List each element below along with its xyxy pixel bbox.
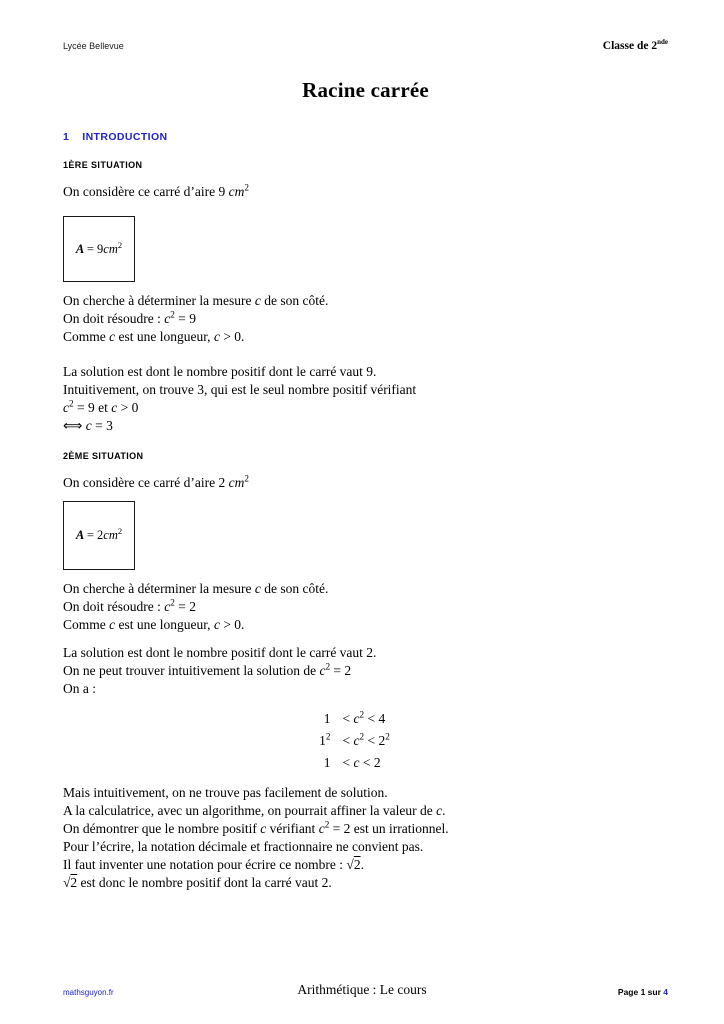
school-name: Lycée Bellevue — [63, 41, 124, 51]
text-line: On démontrer que le nombre positif c vérifiant $c^2 = 2$ est un irrationnel. — [63, 819, 449, 836]
inequality-left: 1 — [323, 711, 331, 726]
situation1-paragraph-1 — [63, 292, 668, 346]
class-superscript: nde — [657, 38, 668, 47]
document-title: Racine carrée — [302, 78, 429, 102]
text-line: √2 est donc le nombre positif dont la carré vaut 2. — [63, 875, 332, 890]
text-line: La solution est dont le nombre positif dont le carré vaut 2. — [63, 645, 377, 660]
area-square-2-label: $A = 2cm^2$ — [75, 525, 123, 542]
text-line: La solution est dont le nombre positif dont le carré vaut 9. — [63, 364, 377, 379]
footer-center-title: Arithmétique : Le cours — [297, 982, 427, 997]
area-square-1 — [63, 216, 135, 282]
page-header — [63, 40, 668, 52]
inequality-right: < c < 2 — [342, 755, 381, 770]
area-square-1-label: $A = 9cm^2$ — [75, 239, 123, 256]
situation2-paragraph-2 — [63, 644, 668, 698]
text-line: Comme c est une longueur, c > 0. — [63, 617, 245, 632]
text-line: ⟺ c = 3 — [63, 418, 113, 433]
text-line: On ne peut trouver intuitivement la solution de $c^2 = 2$ — [63, 661, 352, 678]
subsection-heading-situation2: 2ÈME SITUATION — [63, 451, 144, 461]
section-number: 1 — [63, 131, 70, 143]
situation2-paragraph-1 — [63, 580, 668, 634]
text-line: Mais intuitivement, on ne trouve pas facilement de solution. — [63, 785, 388, 800]
inequality-row — [305, 752, 427, 774]
section-title: INTRODUCTION — [82, 131, 168, 143]
class-label-base: Classe de 2 — [602, 40, 658, 52]
class-label — [603, 40, 668, 52]
text-line: Pour l’écrire, la notation décimale et fractionnaire ne convient pas. — [63, 839, 424, 854]
situation1-lead: On considère ce carré d’aire 9 $cm^2$ — [63, 182, 249, 199]
text-line: Intuitivement, on trouve 3, qui est le seul nombre positif vérifiant — [63, 382, 417, 397]
text-line: A la calculatrice, avec un algorithme, on pourrait affiner la valeur de c. — [63, 803, 446, 818]
inequality-row — [305, 708, 427, 730]
section-heading-introduction — [63, 131, 668, 143]
situation2-lead: On considère ce carré d’aire 2 $cm^2$ — [63, 473, 249, 490]
inequality-right: < $c^2 < 2^2$ — [342, 731, 390, 748]
text-line: On cherche à déterminer la mesure c de son côté. — [63, 581, 329, 596]
conclusion-paragraph — [63, 784, 668, 892]
text-line: On doit résoudre : $c^2 = 2$ — [63, 597, 196, 614]
subsection-heading-situation1: 1ÈRE SITUATION — [63, 160, 143, 170]
inequality-display — [63, 708, 668, 774]
footer-page-number — [618, 987, 668, 997]
page-total: 4 — [663, 987, 668, 997]
inequality-row — [305, 730, 427, 752]
inequality-left: 1 — [323, 755, 331, 770]
inequality-right: < $c^2 < 4$ — [342, 709, 386, 726]
area-square-2 — [63, 501, 135, 570]
text-line: On doit résoudre : $c^2 = 9$ — [63, 309, 196, 326]
situation1-paragraph-2 — [63, 363, 668, 435]
text-line: On a : — [63, 681, 96, 696]
page-footer — [0, 982, 724, 998]
inequality-left: $1^2$ — [319, 731, 331, 748]
page-number-prefix: Page 1 sur — [617, 987, 664, 997]
text-line: Comme c est une longueur, c > 0. — [63, 329, 245, 344]
text-line: $c^2 = 9$ et c > 0 — [63, 398, 139, 415]
text-line: On cherche à déterminer la mesure c de son côté. — [63, 293, 329, 308]
footer-site-link[interactable]: mathsguyon.fr — [63, 988, 114, 997]
text-line: Il faut inventer une notation pour écrire ce nombre : √2. — [63, 857, 364, 872]
